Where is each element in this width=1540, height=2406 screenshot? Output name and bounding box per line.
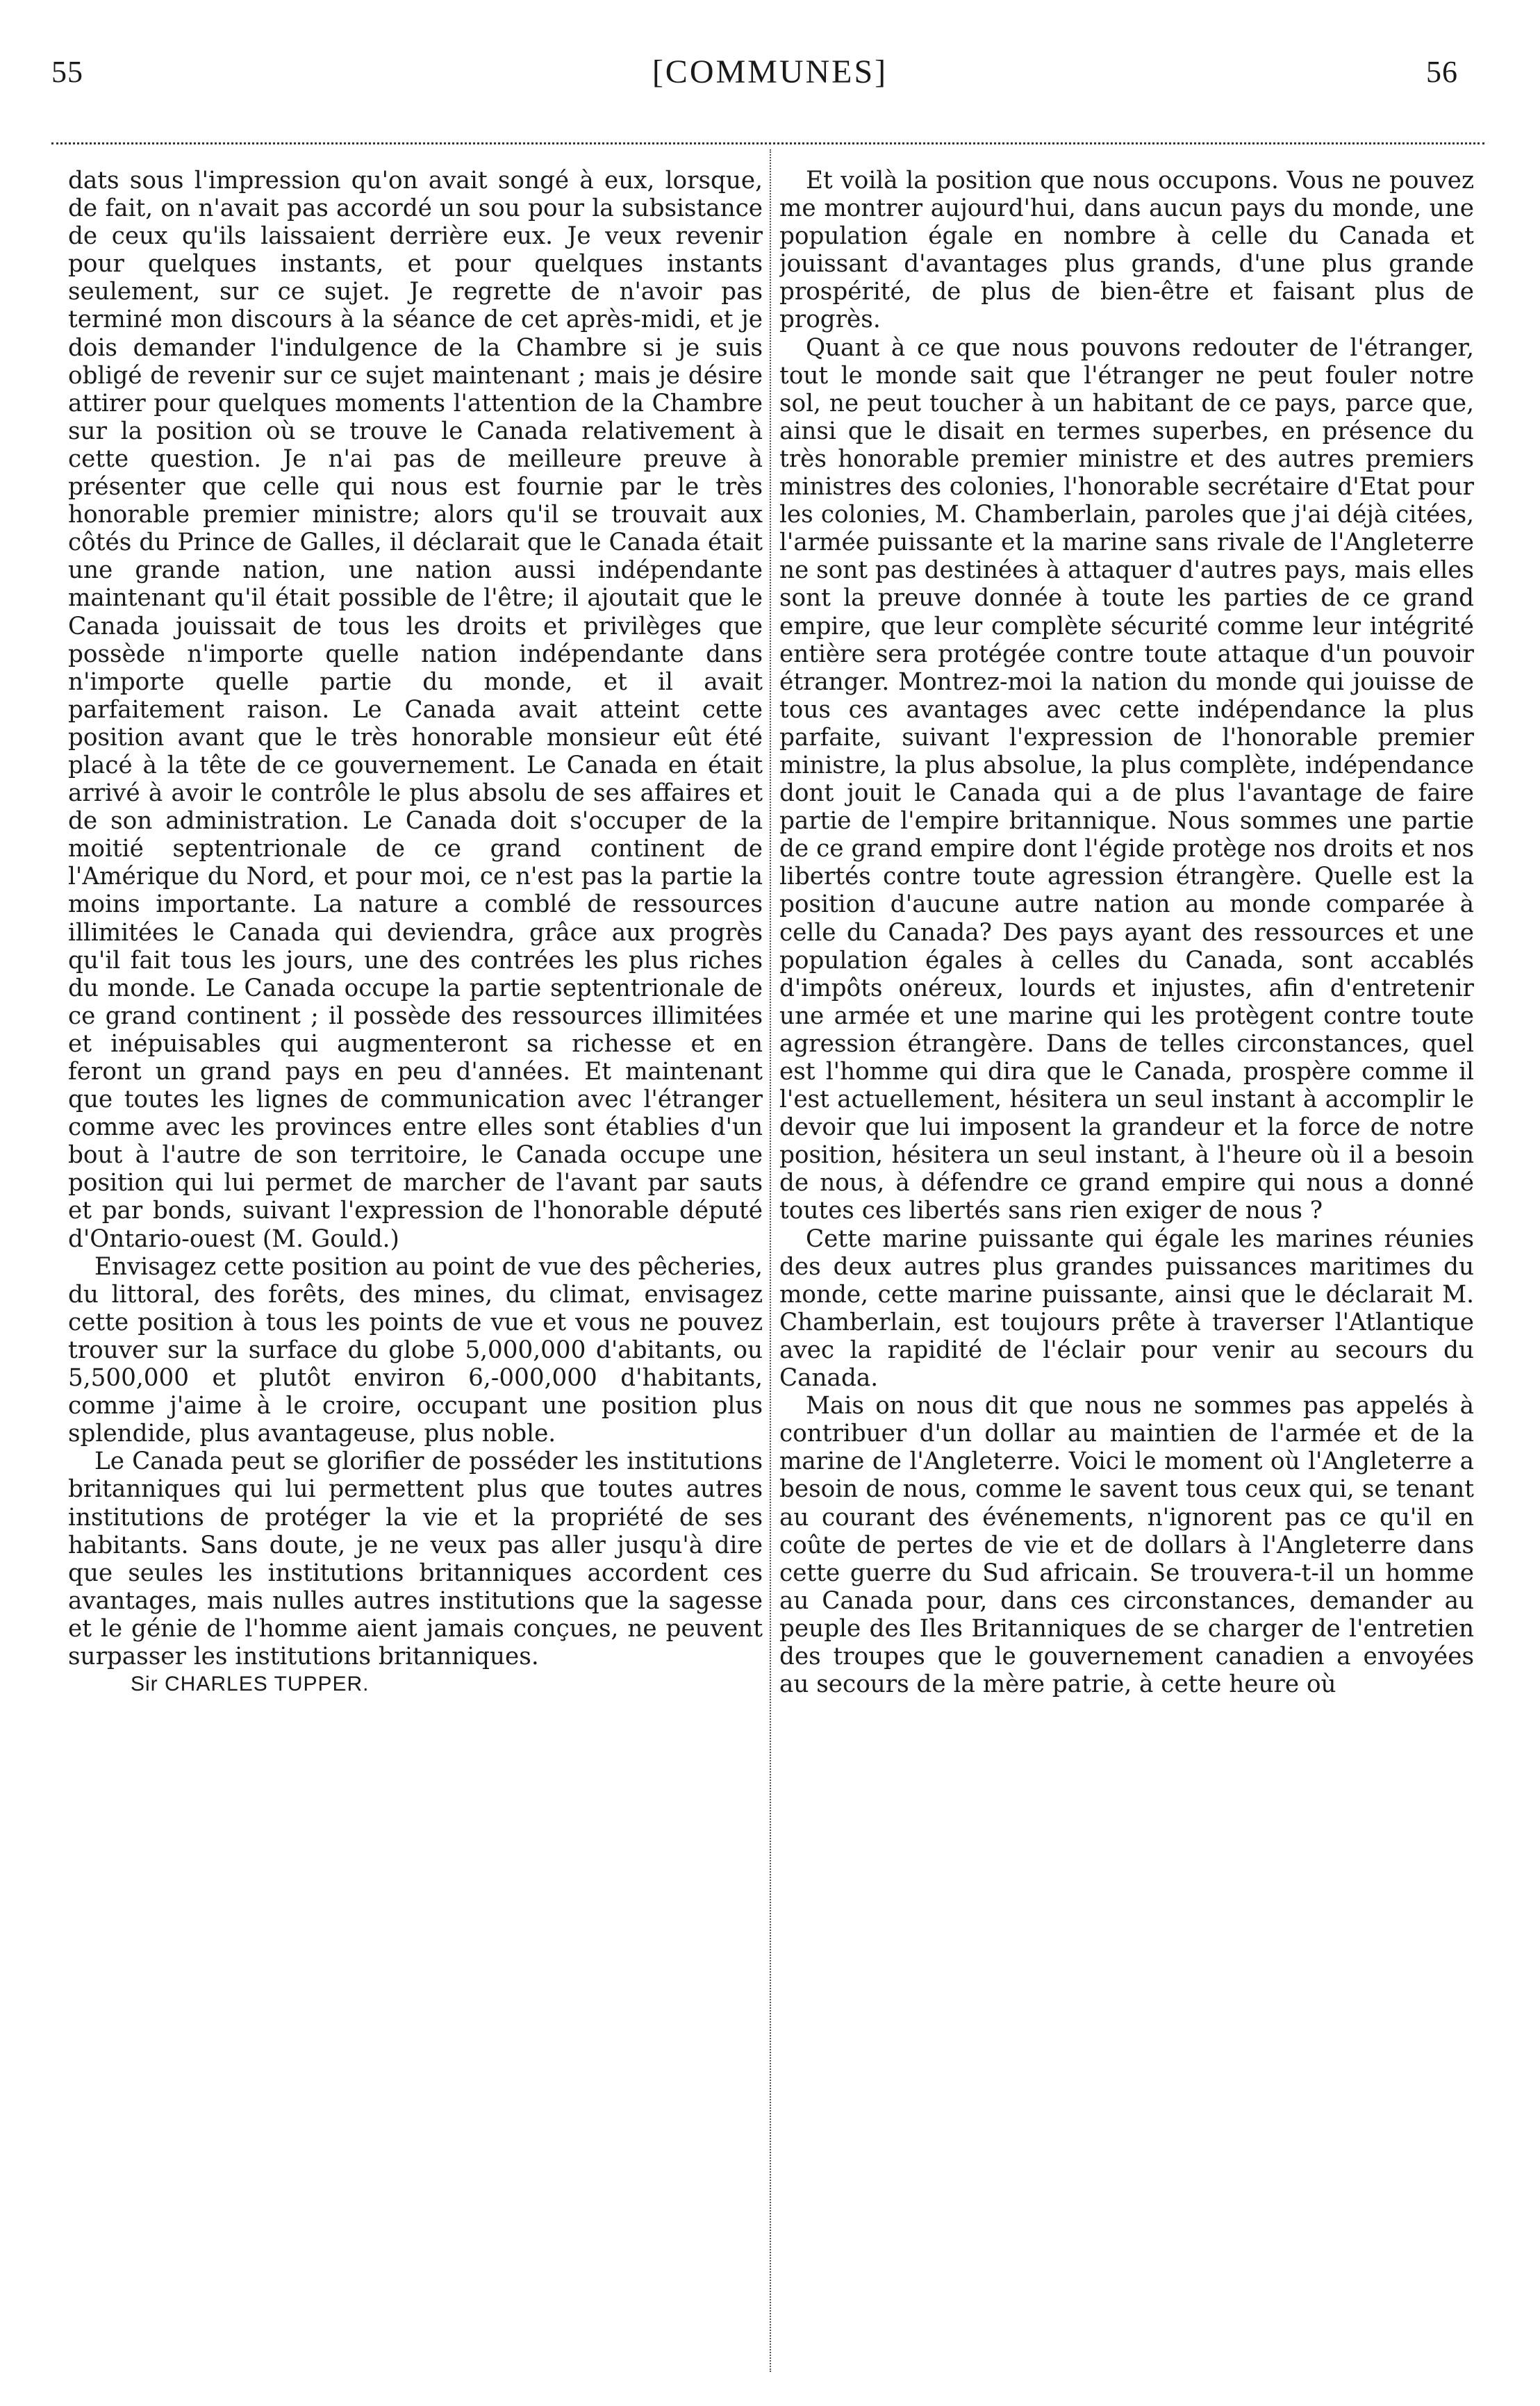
page-number-right: 56 [1426, 55, 1458, 89]
page-header [0, 0, 1540, 139]
right-column [779, 167, 1474, 2362]
paragraph: Cette marine puissante qui égale les marines réunies des deux autres plus grandes puissances maritimes du monde, cette marine puissante, ainsi que le déclarait M. Chamberlain, est toujours prête à traverser l'Atlantique avec la rapidité de l'éclair pour venir au secours du Canada. [779, 1225, 1474, 1393]
paragraph: Et voilà la position que nous occupons. Vous ne pouvez me montrer aujourd'hui, dans aucun pays du monde, une population égale en nombre à celle du Canada et jouissant d'avantages plus grands, d'une plus grande prospérité, de plus de bien-être et faisant plus de progrès. [779, 167, 1474, 334]
paragraph: Mais on nous dit que nous ne sommes pas appelés à contribuer d'un dollar au maintien de l'armée et de la marine de l'Angleterre. Voici le moment où l'Angleterre a besoin de nous, comme le savent tous ceux qui, se tenant au courant des événements, n'ignorent pas ce qu'il en coûte de pertes de vie et de dollars à l'Angleterre dans cette guerre du Sud africain. Se trouvera-t-il un homme au Canada pour, dans ces circonstances, demander au peuple des Iles Britanniques de se charger de l'entretien des troupes que le gouvernement canadien a envoyées au secours de la mère patrie, à cette heure où [779, 1392, 1474, 1699]
paragraph: dats sous l'impression qu'on avait songé à eux, lorsque, de fait, on n'avait pas accordé un sou pour la subsistance de ceux qu'ils laissaient derrière eux. Je veux revenir pour quelques instants, et pour quelques instants seulement, sur ce sujet. Je regrette de n'avoir pas terminé mon discours à la séance de cet après-midi, et je dois demander l'indulgence de la Chambre si je suis obligé de revenir sur ce sujet maintenant ; mais je désire attirer pour quelques moments l'attention de la Chambre sur la position où se trouve le Canada relativement à cette question. Je n'ai pas de meilleure preuve à présenter que celle qui nous est fournie par le très honorable premier ministre; alors qu'il se trouvait aux côtés du Prince de Galles, il déclarait que le Canada était une grande nation, une nation aussi indépendante maintenant qu'il était possible de l'être; il ajoutait que le Canada jouissait de tous les droits et privilèges que possède n'importe quelle nation indépendante dans n'importe quelle partie du monde, et il avait parfaitement raison. Le Canada avait atteint cette position avant que le très honorable monsieur eût été placé à la tête de ce gouvernement. Le Canada en était arrivé à avoir le contrôle le plus absolu de ses affaires et de son administration. Le Canada doit s'occuper de la moitié septentrionale de ce grand continent de l'Amérique du Nord, et pour moi, ce n'est pas la partie la moins importante. La nature a comblé de ressources illimitées le Canada qui deviendra, grâce aux progrès qu'il fait tous les jours, une des contrées les plus riches du monde. Le Canada occupe la partie septentrionale de ce grand continent ; il possède des ressources illimitées et inépuisables qui augmenteront sa richesse et en feront un grand pays en peu d'années. Et maintenant que toutes les lignes de communication avec l'étranger comme avec les provinces entre elles sont établies d'un bout à l'autre de son territoire, le Canada occupe une position qui lui permet de marcher de l'avant par sauts et par bonds, suivant l'expression de l'honorable député d'Ontario-ouest (M. Gould.) [68, 167, 763, 1253]
header-rule [51, 142, 1484, 144]
speaker-signature: Sir CHARLES TUPPER. [131, 1673, 370, 1696]
page-number-left: 55 [51, 55, 83, 89]
running-head: [COMMUNES] [652, 53, 888, 90]
paragraph: Le Canada peut se glorifier de posséder les institutions britanniques qui lui permettent plus que toutes autres institutions de protéger la vie et la propriété de ses habitants. Sans doute, je ne veux pas aller jusqu'à dire que seules les institutions britanniques accordent ces avantages, mais nulles autres institutions que la sagesse et le génie de l'homme aient jamais conçues, ne peuvent surpasser les institutions britanniques. [68, 1447, 763, 1670]
column-divider [770, 149, 771, 2372]
paragraph: Quant à ce que nous pouvons redouter de l'étranger, tout le monde sait que l'étranger ne peut fouler notre sol, ne peut toucher à un habitant de ce pays, parce que, ainsi que le disait en termes superbes, en présence du très honorable premier ministre et des autres premiers ministres des colonies, l'honorable secrétaire d'Etat pour les colonies, M. Chamberlain, paroles que j'ai déjà citées, l'armée puissante et la marine sans rivale de l'Angleterre ne sont pas destinées à attaquer d'autres pays, mais elles sont la preuve donnée à toute les parties de ce grand empire, que leur complète sécurité comme leur intégrité entière sera protégée contre toute attaque d'un pouvoir étranger. Montrez-moi la nation du monde qui jouisse de tous ces avantages avec cette indépendance la plus parfaite, suivant l'expression de l'honorable premier ministre, la plus absolue, la plus complète, indépendance dont jouit le Canada qui a de plus l'avantage de faire partie de l'empire britannique. Nous sommes une partie de ce grand empire dont l'égide protège nos droits et nos libertés contre toute agression étrangère. Quelle est la position d'aucune autre nation au monde comparée à celle du Canada? Des pays ayant des ressources et une population égales à celles du Canada, sont accablés d'impôts onéreux, lourds et injustes, afin d'entretenir une armée et une marine qui les protègent contre toute agression étrangère. Dans de telles circonstances, quel est l'homme qui dira que le Canada, prospère comme il l'est actuellement, hésitera un seul instant à accomplir le devoir que lui imposent la grandeur et la force de notre position, hésitera un seul instant, à l'heure où il a besoin de nous, à défendre ce grand empire qui nous a donné toutes ces libertés sans rien exiger de nous ? [779, 333, 1474, 1225]
left-column [68, 167, 763, 2362]
paragraph: Envisagez cette position au point de vue des pêcheries, du littoral, des forêts, des mines, du climat, envisagez cette position à tous les points de vue et vous ne pouvez trouver sur la surface du globe 5,000,000 d'abitants, ou 5,500,000 et plutôt environ 6,-000,000 d'habitants, comme j'aime à le croire, occupant une position plus splendide, plus avantageuse, plus noble. [68, 1252, 763, 1448]
